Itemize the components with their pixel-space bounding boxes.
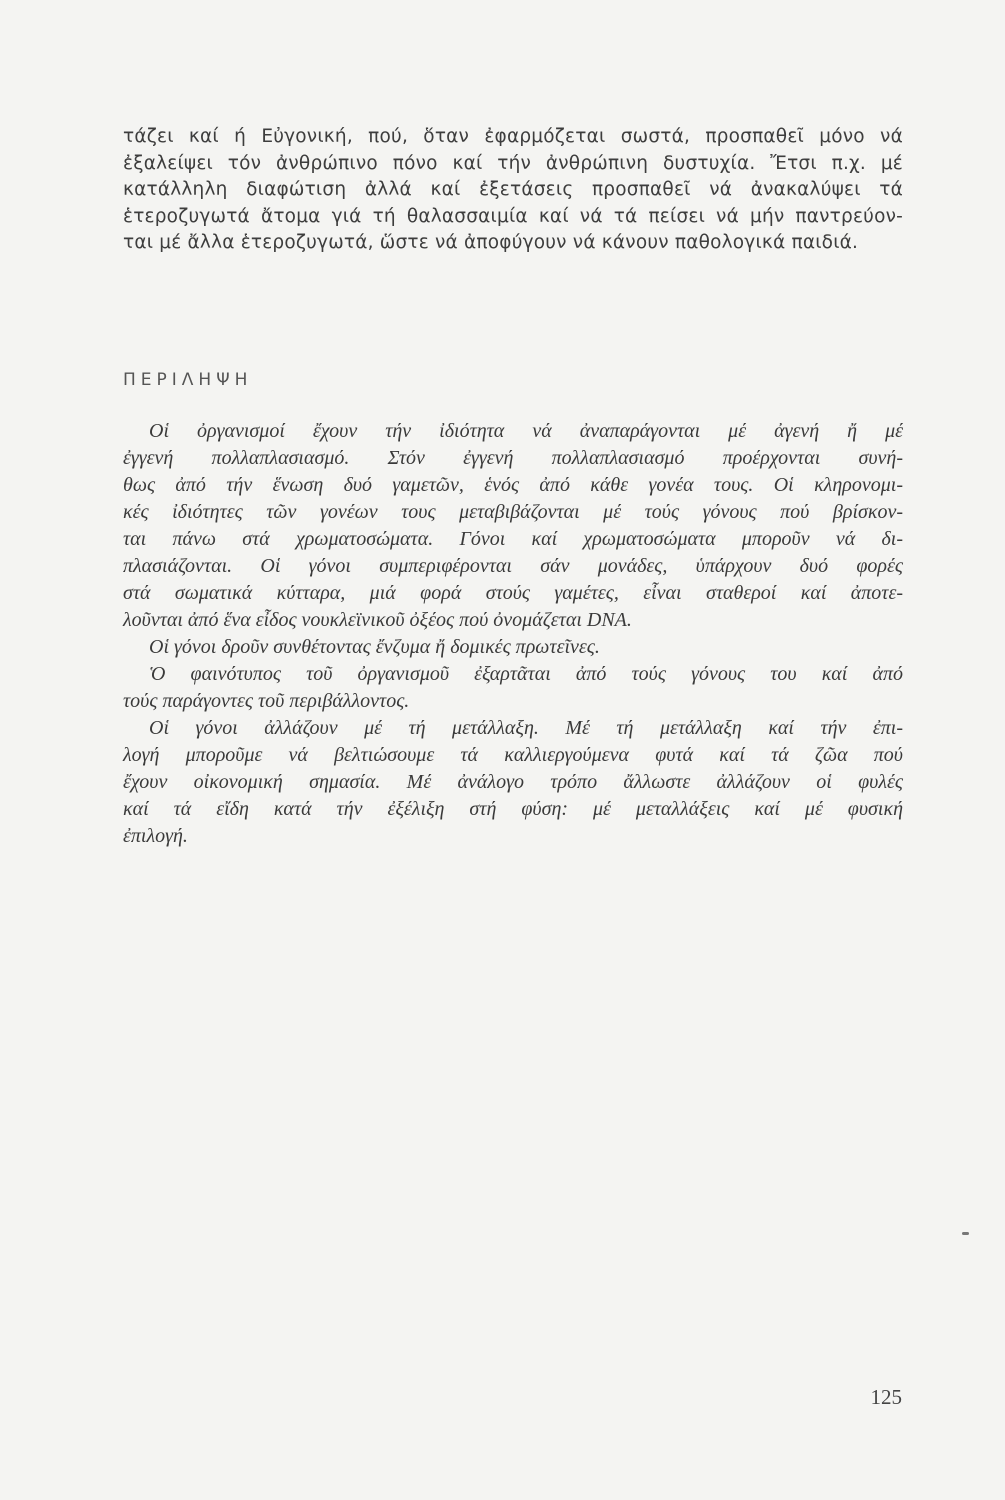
summary-line: στά σωματικά κύτταρα, μιά φορά στούς γαμέτες, εἶναι σταθεροί καί ἀποτε- <box>123 582 903 604</box>
print-speck <box>962 1232 969 1235</box>
summary-line: καί τά εἴδη κατά τήν ἐξέλιξη στή φύση: μέ μεταλλάξεις καί μέ φυσική <box>123 798 903 820</box>
summary-line: λογή μποροῦμε νά βελτιώσουμε τά καλλιεργούμενα φυτά καί τά ζῶα πού <box>123 744 903 766</box>
intro-line: κατάλληλη διαφώτιση ἀλλά καί ἐξετάσεις προσπαθεῖ νά ἀνακαλύψει τά <box>123 179 903 200</box>
summary-line: θως ἀπό τήν ἕνωση δυό γαμετῶν, ἑνός ἀπό κάθε γονέα τους. Οἱ κληρονομι- <box>123 474 903 496</box>
summary-line: Οἱ ὀργανισμοί ἔχουν τήν ἰδιότητα νά ἀναπαράγονται μέ ἀγενή ἤ μέ <box>149 420 903 442</box>
intro-line: τάζει καί ή Εὐγονική, πού, ὅταν ἐφαρμόζεται σωστά, προσπαθεῖ μόνο νά <box>123 126 903 147</box>
intro-line: ται μέ ἄλλα ἑτεροζυγωτά, ὥστε νά ἀποφύγουν νά κάνουν παθολογικά παιδιά. <box>123 232 859 253</box>
summary-line: ται πάνω στά χρωματοσώματα. Γόνοι καί χρωματοσώματα μποροῦν νά δι- <box>123 528 903 550</box>
summary-line: Οἱ γόνοι ἀλλάζουν μέ τή μετάλλαξη. Μέ τή μετάλλαξη καί τήν ἐπι- <box>149 717 903 739</box>
section-heading: ΠΕΡΙΛΗΨΗ <box>123 370 253 390</box>
summary-line: ἔχουν οἰκονομική σημασία. Μέ ἀνάλογο τρόπο ἄλλωστε ἀλλάζουν οἱ φυλές <box>123 771 903 793</box>
intro-paragraph <box>123 124 903 257</box>
summary-line: ἐπιλογή. <box>123 825 188 847</box>
summary-line: Ὁ φαινότυπος τοῦ ὀργανισμοῦ ἐξαρτᾶται ἀπό τούς γόνους του καί ἀπό <box>149 663 903 685</box>
summary-line: Οἱ γόνοι δροῦν συνθέτοντας ἔνζυμα ἤ δομικές πρωτεῖνες. <box>149 636 600 658</box>
page-number: 125 <box>870 1385 902 1409</box>
summary-line: κές ἰδιότητες τῶν γονέων τους μεταβιβάζονται μέ τούς γόνους πού βρίσκον- <box>123 501 903 523</box>
intro-line: ἑτεροζυγωτά ἄτομα γιά τή θαλασσαιμία καί νά τά πείσει νά μήν παντρεύον- <box>123 205 903 227</box>
intro-line: ἐξαλείψει τόν ἀνθρώπινο πόνο καί τήν ἀνθρώπινη δυστυχία. Ἔτσι π.χ. μέ <box>123 152 903 174</box>
summary-line: λοῦνται ἀπό ἕνα εἶδος νουκλεϊνικοῦ ὀξέος πού ὀνομάζεται DNA. <box>123 609 632 631</box>
summary-line: ἐγγενή πολλαπλασιασμό. Στόν ἐγγενή πολλαπλασιασμό προέρχονται συνή- <box>123 447 903 469</box>
summary-text <box>123 418 903 850</box>
summary-line: τούς παράγοντες τοῦ περιβάλλοντος. <box>123 690 410 712</box>
summary-line: πλασιάζονται. Οἱ γόνοι συμπεριφέρονται σάν μονάδες, ὑπάρχουν δυό φορές <box>123 555 903 577</box>
